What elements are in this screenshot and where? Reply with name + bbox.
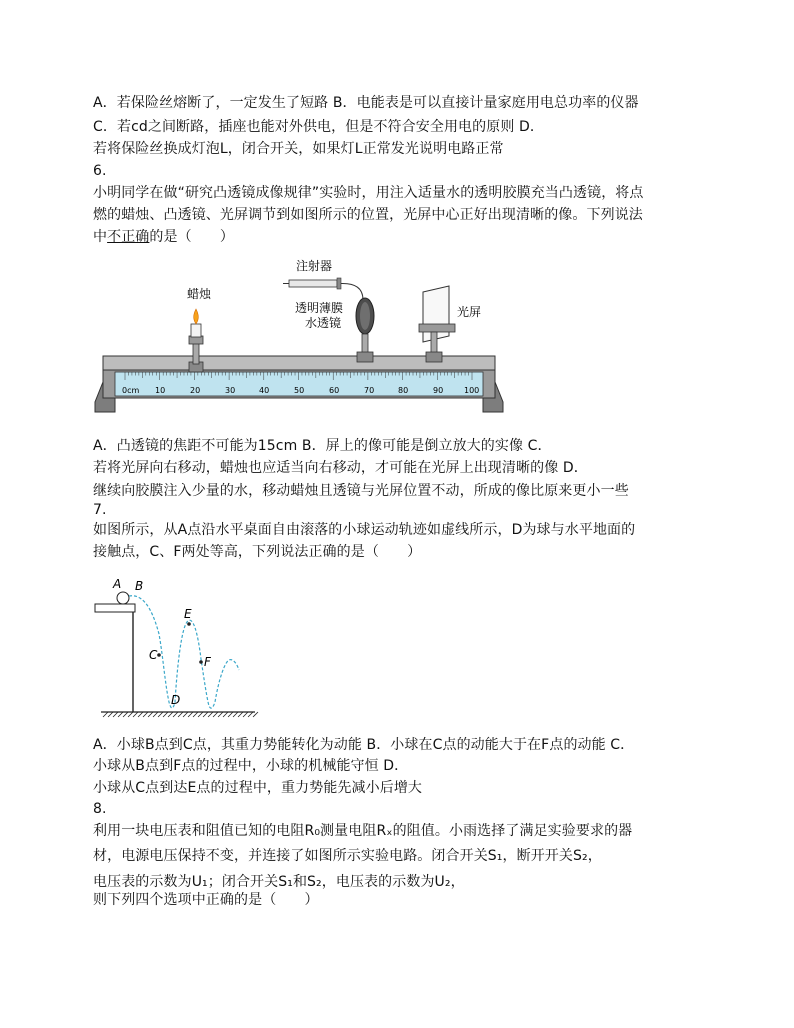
label-b: B <box>135 579 144 593</box>
label-candle: 蜡烛 <box>187 287 212 301</box>
water-lens <box>356 298 374 362</box>
hatch-line <box>103 712 108 717</box>
hatch-line <box>148 712 153 717</box>
ruler-label: 50 <box>294 386 305 395</box>
ruler-label: 40 <box>259 386 270 395</box>
hatch-line <box>188 712 193 717</box>
hatch-line <box>183 712 188 717</box>
q7-option-line-2: 小球从B点到F点的过程中，小球的机械能守恒 D． <box>93 758 409 774</box>
q7-stem-line-1: 如图所示，从A点沿水平桌面自由滚落的小球运动轨迹如虚线所示，D为球与水平地面的 <box>93 522 636 538</box>
hatch-line <box>228 712 233 717</box>
label-d: D <box>171 693 181 707</box>
optical-bench-figure <box>93 252 505 418</box>
hatch-line <box>118 712 123 717</box>
point-f <box>199 660 203 664</box>
ruler-label: 90 <box>433 386 444 395</box>
q6-stem-line-3 <box>93 227 234 247</box>
ruler-label: 10 <box>155 386 166 395</box>
label-syringe: 注射器 <box>296 259 333 273</box>
hatch-line <box>198 712 203 717</box>
ruler-label: 0cm <box>122 386 140 395</box>
hatch-line <box>173 712 178 717</box>
q6-option-line-2: 若将光屏向右移动，蜡烛也应适当向右移动，才可能在光屏上出现清晰的像 D． <box>93 460 588 476</box>
hatch-line <box>128 712 133 717</box>
q8-number: 8. <box>93 801 107 817</box>
q8-stem-line-4: 则下列四个选项中正确的是（ ） <box>93 892 319 908</box>
q6-stem-pre: 中 <box>93 229 108 245</box>
hatch-line <box>138 712 143 717</box>
q7-number: 7. <box>93 502 107 518</box>
ball <box>117 592 129 604</box>
point-e <box>187 622 191 626</box>
q5-option-line-1: A．若保险丝熔断了，一定发生了短路 B．电能表是可以直接计量家庭用电总功率的仪器 <box>93 95 639 111</box>
hatch-line <box>193 712 198 717</box>
label-lens-line-2: 水透镜 <box>305 316 342 330</box>
hatch-line <box>163 712 168 717</box>
hatch-line <box>168 712 173 717</box>
q6-stem-line-1: 小明同学在做“研究凸透镜成像规律”实验时，用注入适量水的透明胶膜充当凸透镜，将点 <box>93 185 644 201</box>
q6-stem-post: 的是（ ） <box>149 229 235 245</box>
label-e: E <box>184 607 192 621</box>
q8-stem-line-2: 材，电源电压保持不变，并连接了如图所示实验电路。闭合开关S₁，断开开关S₂， <box>93 848 602 864</box>
label-screen: 光屏 <box>457 305 482 319</box>
hatch-line <box>253 712 258 717</box>
q7-option-line-1: A．小球B点到C点，其重力势能转化为动能 B．小球在C点的动能大于在F点的动能 C． <box>93 737 635 753</box>
q6-number: 6. <box>93 163 107 179</box>
hatch-line <box>113 712 118 717</box>
syringe <box>283 278 363 300</box>
label-f: F <box>204 655 211 669</box>
hatch-line <box>143 712 148 717</box>
q7-option-line-3: 小球从C点到达E点的过程中，重力势能先减小后增大 <box>93 780 423 796</box>
hatch-line <box>153 712 158 717</box>
ruler-label: 100 <box>464 386 480 395</box>
hatch-line <box>243 712 248 717</box>
q6-option-line-3: 继续向胶膜注入少量的水，移动蜡烛且透镜与光屏位置不动，所成的像比原来更小一些 <box>93 483 629 499</box>
label-c: C <box>149 648 158 662</box>
q7-stem-line-2: 接触点，C、F两处等高，下列说法正确的是（ ） <box>93 544 422 560</box>
point-c <box>157 653 161 657</box>
hatch-line <box>123 712 128 717</box>
ball-trajectory-figure <box>93 574 263 720</box>
light-screen <box>419 286 455 362</box>
ruler-label: 70 <box>364 386 375 395</box>
table-top <box>95 604 135 612</box>
q6-option-line-1: A．凸透镜的焦距不可能为15cm B．屏上的像可能是倒立放大的实像 C． <box>93 438 552 454</box>
hatch-line <box>238 712 243 717</box>
hatch-line <box>203 712 208 717</box>
hatch-line <box>133 712 138 717</box>
ruler-label: 20 <box>190 386 201 395</box>
label-lens-line-1: 透明薄膜 <box>295 301 344 315</box>
hatch-line <box>213 712 218 717</box>
flame-icon <box>194 309 199 324</box>
ruler-label: 80 <box>398 386 409 395</box>
hatch-line <box>233 712 238 717</box>
hatch-line <box>208 712 213 717</box>
ruler-label: 30 <box>225 386 236 395</box>
q8-stem-line-1: 利用一块电压表和阻值已知的电阻R₀测量电阻Rₓ的阻值。小雨选择了满足实验要求的器 <box>93 823 633 839</box>
q5-option-line-2: C．若cd之间断路，插座也能对外供电，但是不符合安全用电的原则 D． <box>93 119 544 135</box>
hatch-line <box>158 712 163 717</box>
q6-stem-line-2: 燃的蜡烛、凸透镜、光屏调节到如图所示的位置，光屏中心正好出现清晰的像。下列说法 <box>93 207 643 223</box>
hatch-line <box>178 712 183 717</box>
candle <box>189 309 203 372</box>
label-a: A <box>113 577 122 591</box>
q6-stem-underlined: 不正确 <box>107 229 150 245</box>
hatch-line <box>218 712 223 717</box>
q8-stem-line-3: 电压表的示数为U₁；闭合开关S₁和S₂，电压表的示数为U₂， <box>93 874 465 890</box>
hatch-line <box>248 712 253 717</box>
hatch-line <box>108 712 113 717</box>
q5-option-line-3: 若将保险丝换成灯泡L，闭合开关，如果灯L正常发光说明电路正常 <box>93 141 504 157</box>
ruler-label: 60 <box>329 386 340 395</box>
hatch-line <box>223 712 228 717</box>
ground-hatch <box>103 712 258 717</box>
